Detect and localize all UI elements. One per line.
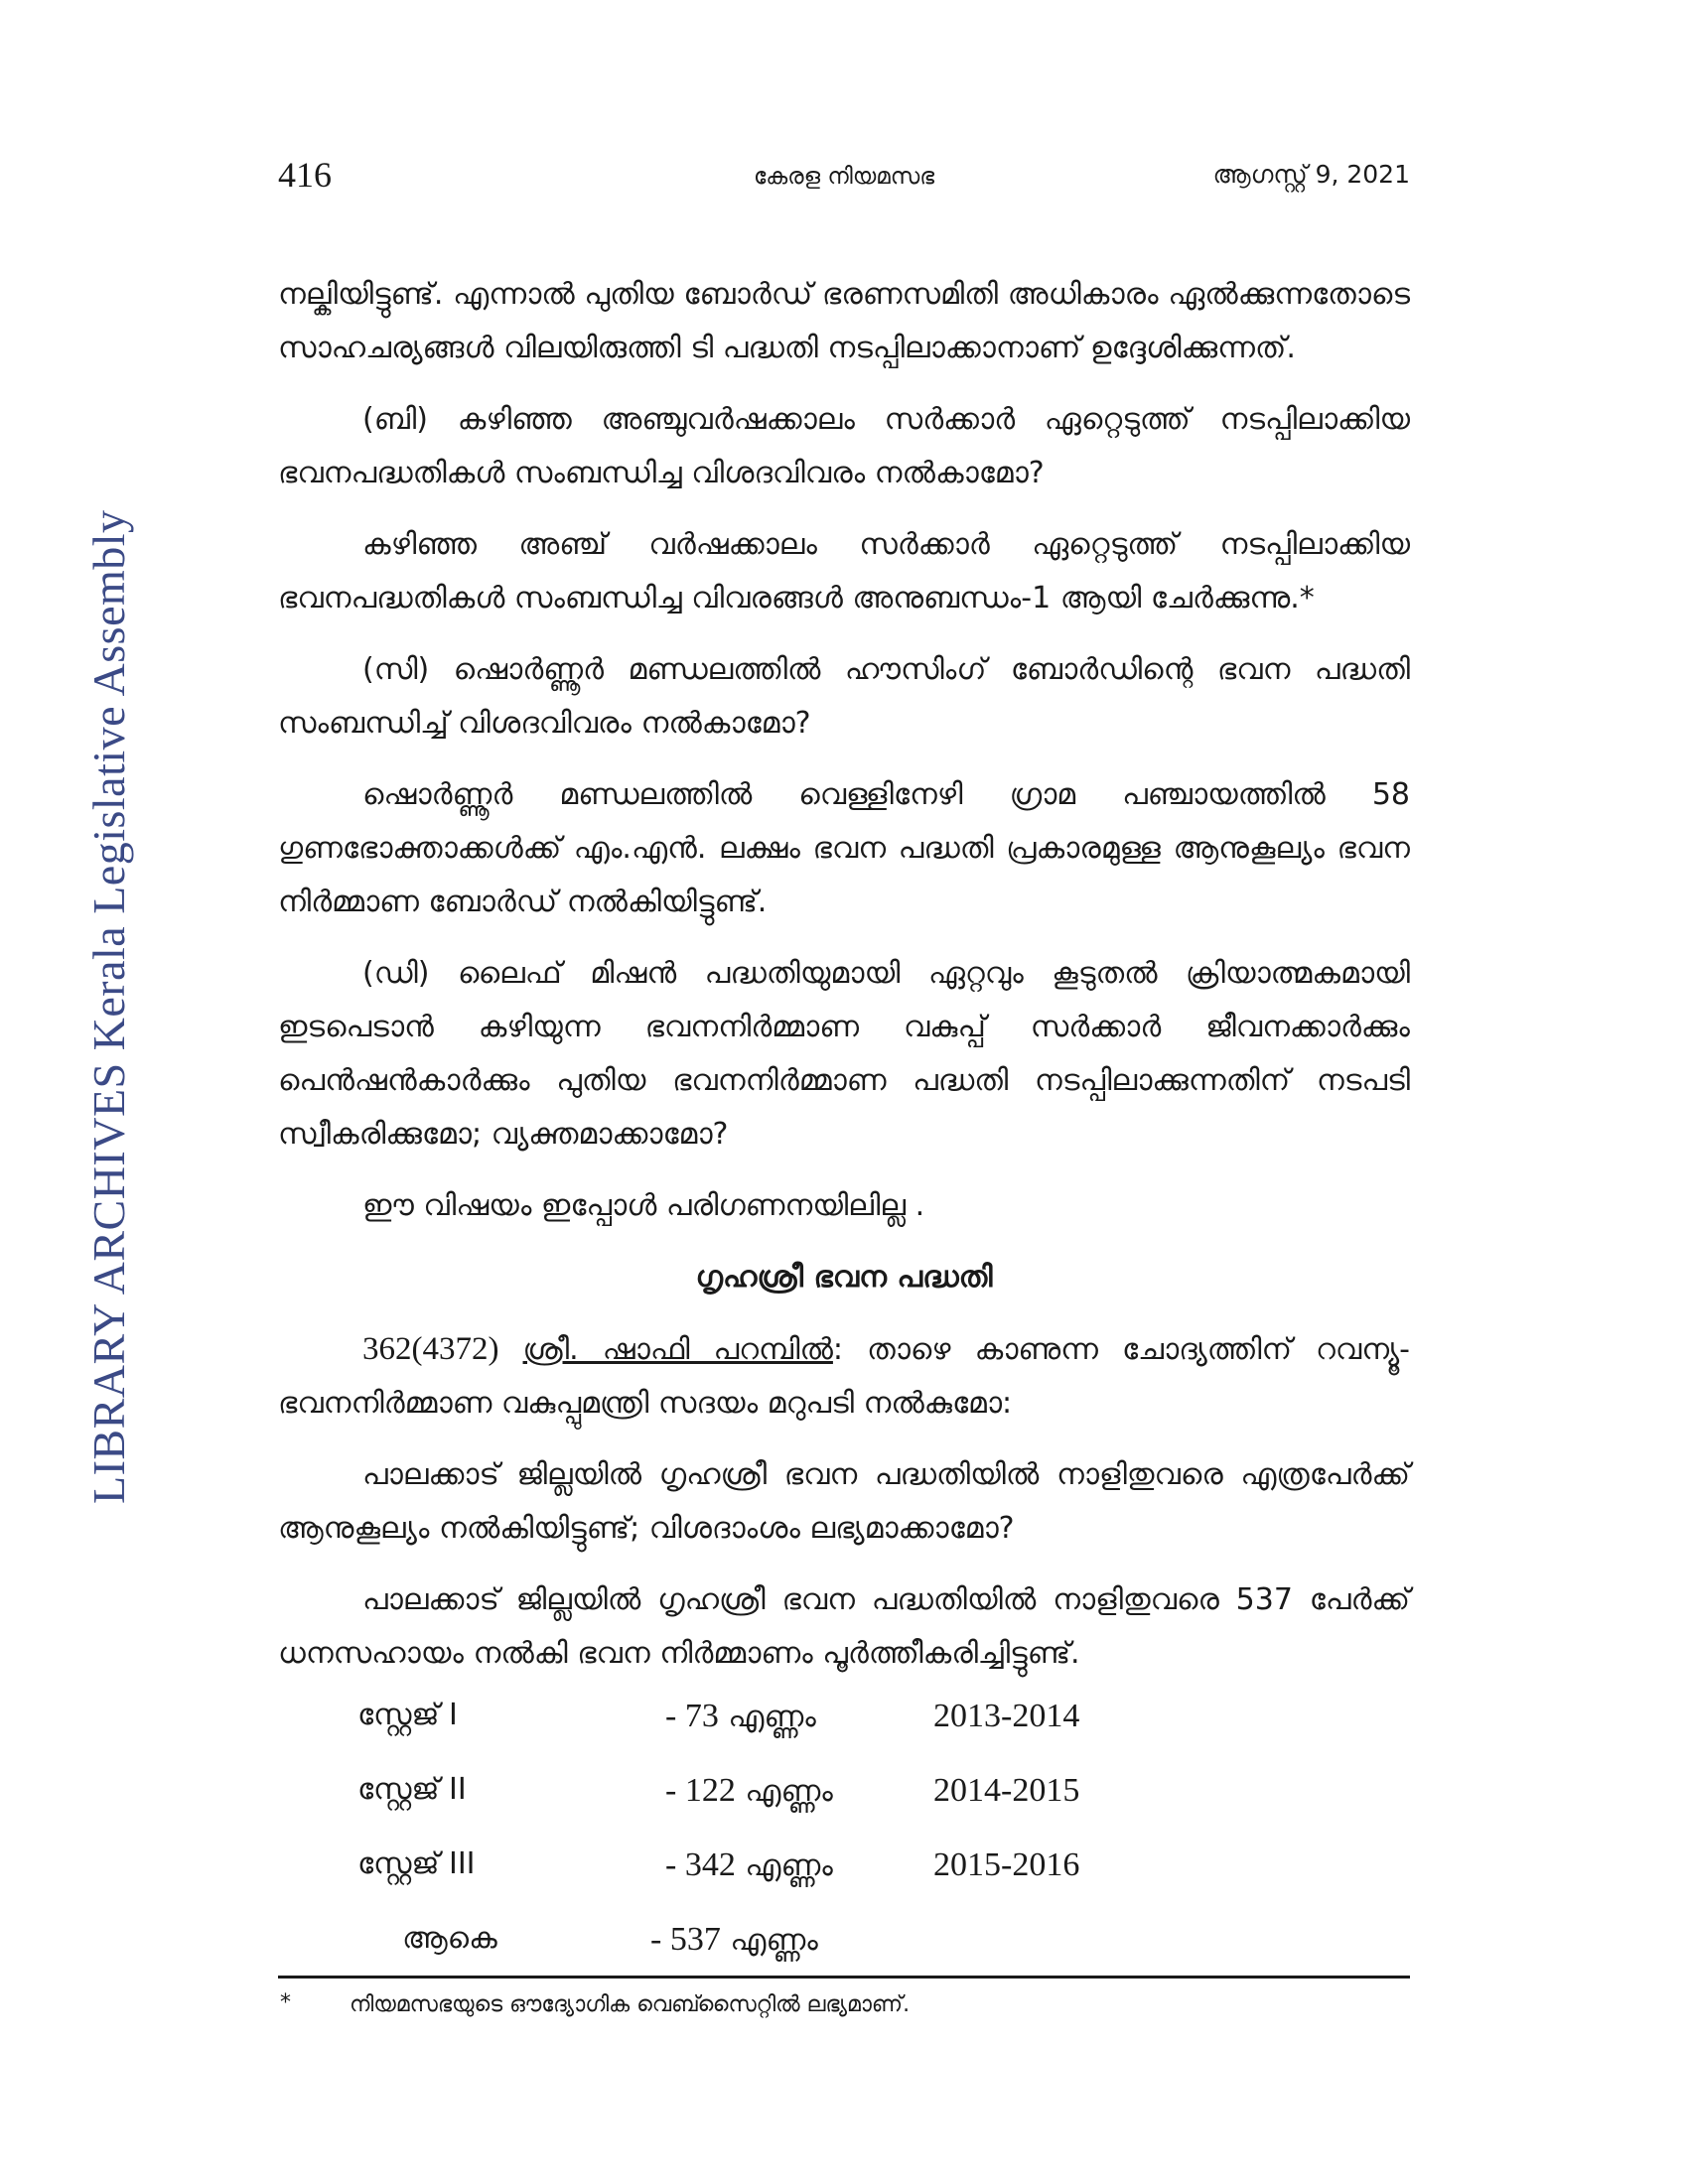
page-number: 416: [278, 155, 332, 195]
section-heading: ഗൃഹശ്രീ ഭവന പദ്ധതി: [695, 1260, 993, 1295]
archive-watermark: LIBRARY ARCHIVES Kerala Legislative Assembly: [83, 509, 134, 1504]
stage-years: 2015-2016: [933, 1846, 1080, 1883]
footnote-mark: *: [280, 1990, 291, 2015]
header-date: ആഗസ്റ്റ് 9, 2021: [1212, 160, 1410, 189]
stage-count: - 73 എണ്ണം: [665, 1698, 816, 1734]
document-body: [278, 268, 1410, 1699]
header-title: കേരള നിയമസഭ: [753, 164, 935, 190]
question-d: (ഡി) ലൈഫ് മിഷൻ പദ്ധതിയുമായി ഏറ്റവും കൂടുതൽ ക്രിയാത്മകമായി ഇടപെടാൻ കഴിയുന്ന ഭവനനിർമ്മാണ വകുപ്പ് സർക്കാർ ജീവനക്കാർക്കും പെൻഷൻകാർക്കും പുതിയ ഭവനനിർമ്മാണ പദ്ധതി നടപ്പിലാക്കുന്നതിന് നടപടി സ്വീകരിക്കുമോ; വ്യക്തമാക്കാമോ?: [278, 956, 1410, 1152]
question: പാലക്കാട് ജില്ലയിൽ ഗൃഹശ്രീ ഭവന പദ്ധതിയിൽ നാളിതുവരെ എത്രപേർക്ക് ആനുകൂല്യം നൽകിയിട്ടുണ്ട്; വിശദാംശം ലഭ്യമാക്കാമോ?: [278, 1457, 1410, 1546]
member-name: ശ്രീ. ഷാഫി പറമ്പിൽ: [522, 1332, 833, 1367]
stage-label: സ്റ്റേജ് II: [357, 1772, 467, 1807]
total-count: - 537 എണ്ണം: [650, 1921, 818, 1958]
question-intro: [278, 1322, 1410, 1431]
question-number: 362(4372): [362, 1331, 499, 1367]
stage-label: സ്റ്റേജ് III: [357, 1846, 476, 1881]
stage-count: - 122 എണ്ണം: [665, 1772, 833, 1809]
answer: പാലക്കാട് ജില്ലയിൽ ഗൃഹശ്രീ ഭവന പദ്ധതിയിൽ നാളിതുവരെ 537 പേർക്ക് ധനസഹായം നൽകി ഭവന നിർമ്മാണം പൂർത്തീകരിച്ചിട്ടുണ്ട്.: [278, 1582, 1410, 1671]
answer-c: ഷൊർണ്ണൂർ മണ്ഡലത്തിൽ വെള്ളിനേഴി ഗ്രാമ പഞ്ചായത്തിൽ 58 ഗുണഭോക്താക്കൾക്ക് എം.എൻ. ലക്ഷം ഭവന പദ്ധതി പ്രകാരമുള്ള ആനുകൂല്യം ഭവന നിർമ്മാണ ബോർഡ് നൽകിയിട്ടുണ്ട്.: [278, 777, 1410, 919]
footnote-text: നിയമസഭയുടെ ഔദ്യോഗിക വെബ്സൈറ്റിൽ ലഭ്യമാണ്.: [350, 1992, 911, 2017]
stage-count: - 342 എണ്ണം: [665, 1846, 833, 1883]
total-label: ആകെ: [402, 1921, 497, 1956]
stage-label: സ്റ്റേജ് I: [357, 1698, 458, 1732]
answer-b: കഴിഞ്ഞ അഞ്ച് വർഷക്കാലം സർക്കാർ ഏറ്റെടുത്ത് നടപ്പിലാക്കിയ ഭവനപദ്ധതികൾ സംബന്ധിച്ച വിവരങ്ങൾ അനുബന്ധം-1 ആയി ചേർക്കുന്നു.*: [278, 527, 1410, 615]
question-intro-text: : താഴെ കാണുന്ന ചോദ്യത്തിന് റവന്യൂ-ഭവനനിർമ്മാണ വകുപ്പുമന്ത്രി സദയം മറുപടി നൽകുമോ:: [278, 1332, 1410, 1421]
stage-years: 2013-2014: [933, 1698, 1080, 1734]
footnote-divider: [278, 1976, 1410, 1979]
paragraph: നല്കിയിട്ടുണ്ട്. എന്നാൽ പുതിയ ബോർഡ് ഭരണസമിതി അധികാരം ഏൽക്കുന്നതോടെ സാഹചര്യങ്ങൾ വിലയിരുത്തി ടി പദ്ധതി നടപ്പിലാക്കാനാണ് ഉദ്ദേശിക്കുന്നത്.: [278, 277, 1410, 365]
page-header: [278, 154, 1410, 204]
stage-years: 2014-2015: [933, 1772, 1080, 1809]
answer-d: ഈ വിഷയം ഇപ്പോൾ പരിഗണനയിലില്ല .: [362, 1188, 925, 1223]
question-c: (സി) ഷൊർണ്ണൂർ മണ്ഡലത്തിൽ ഹൗസിംഗ് ബോർഡിന്റെ ഭവന പദ്ധതി സംബന്ധിച്ച് വിശദവിവരം നൽകാമോ?: [278, 652, 1410, 741]
question-b: (ബി) കഴിഞ്ഞ അഞ്ചുവർഷക്കാലം സർക്കാർ ഏറ്റെടുത്ത് നടപ്പിലാക്കിയ ഭവനപദ്ധതികൾ സംബന്ധിച്ച വിശദവിവരം നൽകാമോ?: [278, 402, 1410, 490]
